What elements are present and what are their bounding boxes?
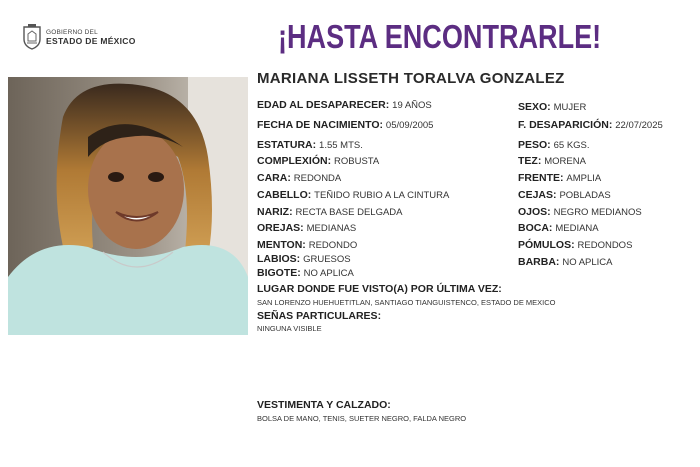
- state-seal-icon: [22, 24, 42, 50]
- logo-line1: GOBIERNO DEL: [46, 29, 98, 36]
- field-labios: LABIOS: GRUESOS: [257, 253, 351, 265]
- field-complexion: COMPLEXIÓN: ROBUSTA: [257, 155, 380, 167]
- missing-person-photo: [8, 77, 248, 335]
- logo-line2: ESTADO DE MÉXICO: [46, 36, 136, 46]
- clothing-label: VESTIMENTA Y CALZADO:: [257, 399, 391, 411]
- field-cabello: CABELLO: TEÑIDO RUBIO A LA CINTURA: [257, 189, 450, 201]
- field-estatura: ESTATURA: 1.55 MTS.: [257, 139, 363, 151]
- field-frente: FRENTE: AMPLIA: [518, 172, 602, 184]
- last-seen-label: LUGAR DONDE FUE VISTO(A) POR ÚLTIMA VEZ:: [257, 283, 502, 295]
- marks-label: SEÑAS PARTICULARES:: [257, 310, 382, 322]
- poster-headline: ¡HASTA ENCONTRARLE!: [278, 18, 602, 55]
- field-ojos: OJOS: NEGRO MEDIANOS: [518, 206, 642, 218]
- field-barba: BARBA: NO APLICA: [518, 256, 613, 268]
- field-fecha-nacimiento: FECHA DE NACIMIENTO: 05/09/2005: [257, 119, 434, 131]
- missing-person-name: MARIANA LISSETH TORALVA GONZALEZ: [257, 70, 565, 87]
- field-peso: PESO: 65 KGS.: [518, 139, 590, 151]
- field-sexo: SEXO: MUJER: [518, 101, 587, 113]
- field-fecha-desaparicion: F. DESAPARICIÓN: 22/07/2025: [518, 119, 663, 131]
- field-cejas: CEJAS: POBLADAS: [518, 189, 611, 201]
- field-edad: EDAD AL DESAPARECER: 19 AÑOS: [257, 99, 432, 111]
- field-nariz: NARIZ: RECTA BASE DELGADA: [257, 206, 403, 218]
- clothing-value: BOLSA DE MANO, TENIS, SUETER NEGRO, FALDA NEGRO: [257, 414, 467, 423]
- field-bigote: BIGOTE: NO APLICA: [257, 267, 354, 279]
- field-tez: TEZ: MORENA: [518, 155, 586, 167]
- field-menton: MENTON: REDONDO: [257, 239, 358, 251]
- field-pomulos: PÓMULOS: REDONDOS: [518, 239, 633, 251]
- field-orejas: OREJAS: MEDIANAS: [257, 222, 357, 234]
- field-boca: BOCA: MEDIANA: [518, 222, 599, 234]
- field-cara: CARA: REDONDA: [257, 172, 342, 184]
- marks-value: NINGUNA VISIBLE: [257, 324, 322, 333]
- government-logo: [22, 24, 136, 50]
- last-seen-value: SAN LORENZO HUEHUETITLAN, SANTIAGO TIANGUISTENCO, ESTADO DE MEXICO: [257, 298, 556, 307]
